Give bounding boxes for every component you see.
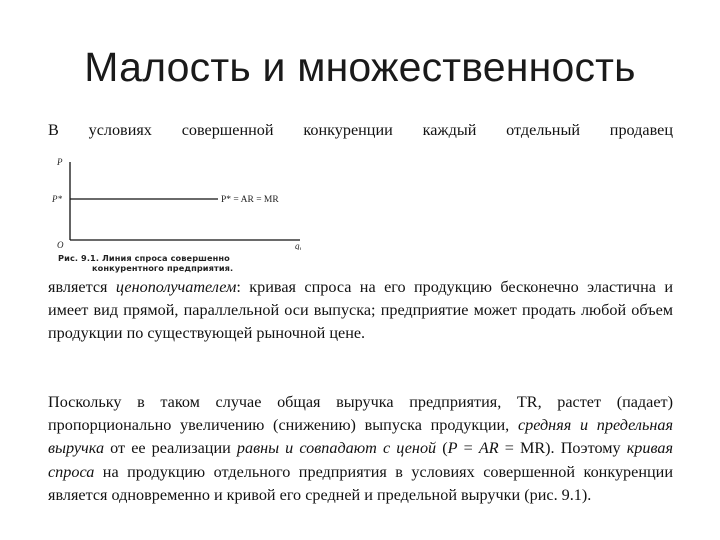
slide-title: Малость и множественность xyxy=(84,44,636,90)
p3-symbol-ar: AR xyxy=(478,439,499,458)
p3-term-equal-price: равны и совпадают с ценой xyxy=(236,439,437,458)
p3-text-4: = xyxy=(457,439,479,458)
p2-term-price-taker: ценополучателем xyxy=(115,278,237,296)
price-level-label: P* xyxy=(52,194,62,204)
demand-graph xyxy=(48,150,318,250)
p3-text-1: Поскольку в таком случае общая выручка предприятия, TR, растет (падает) пропорционально увеличению (снижению) выпуска продукции, xyxy=(48,393,673,435)
x-axis-label: $q_i$ xyxy=(295,241,302,250)
p3-term-demand-curve: кривая спроса xyxy=(48,439,673,481)
figure-caption-line1: Рис. 9.1. Линия спроса совершенно xyxy=(58,253,230,263)
demand-line-figure xyxy=(48,150,318,275)
p3-text-2: от ее реализации xyxy=(104,439,237,458)
paragraph-revenue xyxy=(48,391,673,507)
y-axis-label: P xyxy=(57,157,63,167)
figure-caption xyxy=(58,253,308,273)
demand-line-label: P* = AR = MR xyxy=(221,195,279,205)
figure-caption-line2: конкурентного предприятия. xyxy=(92,263,234,273)
p3-text-6: на продукцию отдельного предприятия в условиях совершенной конкуренции является одновременно и кривой его средней и предельной выручки (рис. 9.1). xyxy=(48,462,673,504)
p3-symbol-p: P xyxy=(447,439,458,458)
p3-term-avg-marginal-revenue: средняя и предельная выручка xyxy=(48,416,673,458)
p2-text-2: : кривая спроса на его продукцию бесконечно эластична и имеет вид прямой, параллельной оси выпуска; предприятие может продать любой объем продукции по существующей рыночной цене. xyxy=(48,278,673,343)
p3-text-5: = MR). Поэтому xyxy=(498,439,627,458)
p3-text-3: ( xyxy=(436,439,448,458)
p2-text-1: является xyxy=(48,278,116,296)
paragraph-intro: В условиях совершенной конкуренции каждый отдельный продавец xyxy=(48,121,673,139)
origin-label: O xyxy=(57,240,64,250)
paragraph-price-taker xyxy=(48,276,673,346)
